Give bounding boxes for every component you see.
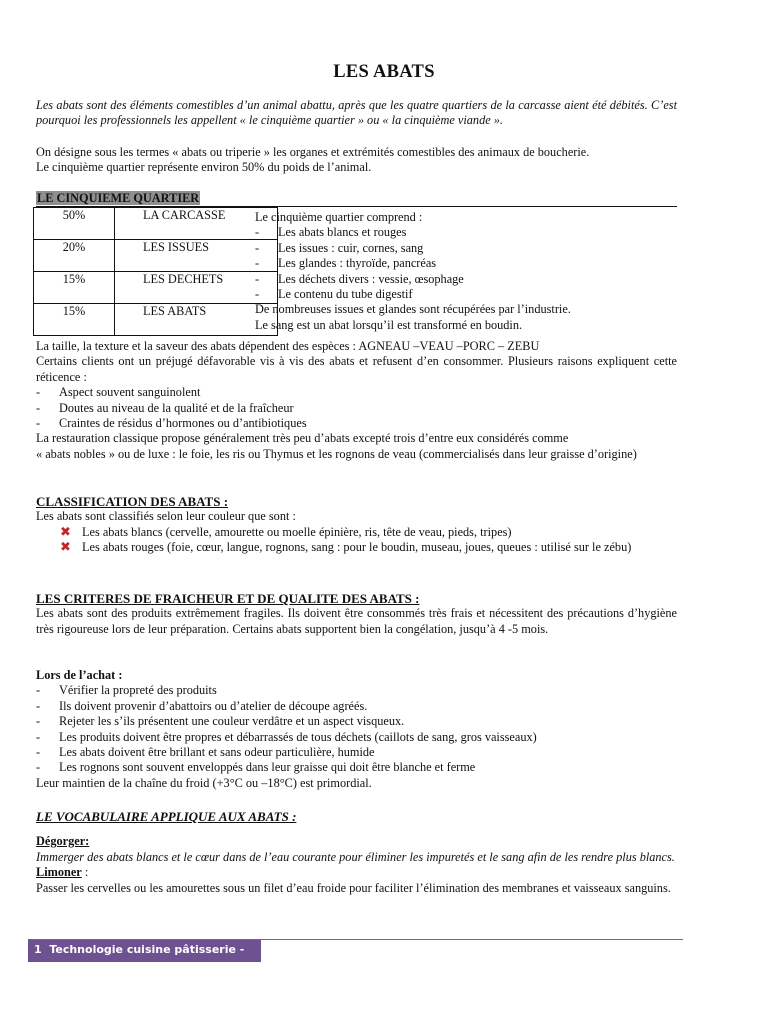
- table-cell-label: LA CARCASSE: [115, 208, 278, 240]
- list-item: - Craintes de résidus d’hormones ou d’antibiotiques: [36, 416, 307, 431]
- list-item: - Doutes au niveau de la qualité et de la fraîcheur: [36, 400, 294, 415]
- section-heading: CLASSIFICATION DES ABATS :: [36, 494, 229, 509]
- section-criteres: [36, 591, 677, 637]
- table-cell-pct: 15%: [34, 272, 115, 304]
- list-item-text: Rejeter les s’ils présentent une couleur verdâtre et un aspect visqueux.: [59, 714, 405, 729]
- composition-note: Le sang est un abat lorsqu’il est transformé en boudin.: [255, 317, 523, 332]
- footer-label: Technologie cuisine pâtisserie - EMTH: [34, 943, 245, 976]
- list-item-text: Doutes au niveau de la qualité et de la fraîcheur: [59, 400, 294, 415]
- list-item-text: Les glandes : thyroïde, pancréas: [278, 256, 437, 271]
- quartier-composition: [255, 210, 685, 333]
- section1-body: [36, 339, 677, 462]
- list-item-text: Les abats blancs (cervelle, amourette ou moelle épinière, ris, tête de veau, pieds, tripes): [82, 524, 512, 539]
- paragraph: Leur maintien de la chaîne du froid (+3°C ou –18°C) est primordial.: [36, 775, 372, 790]
- intro-text: [36, 145, 677, 176]
- table-cell-pct: 50%: [34, 208, 115, 240]
- list-item: - Ils doivent provenir d’abattoirs ou d’atelier de découpe agréés.: [36, 698, 368, 713]
- list-item: - Les glandes : thyroïde, pancréas: [255, 256, 437, 271]
- intro-italic: Les abats sont des éléments comestibles d’un animal abattu, après que les quatre quartiers de la carcasse aient été débités. C’est pourquoi les professionnels les appellent « le cinquième quartier » ou « la cinquième viande ».: [36, 98, 677, 128]
- term-definition: Immerger des abats blancs et le cœur dans de l’eau courante pour éliminer les impuretés et le sang afin de les rendre plus blancs.: [36, 849, 675, 864]
- list-item-text: Les issues : cuir, cornes, sang: [278, 240, 424, 255]
- table-row: [34, 272, 278, 304]
- composition-note: De nombreuses issues et glandes sont récupérées par l’industrie.: [255, 302, 571, 317]
- paragraph: Les abats sont classifiés selon leur couleur que sont :: [36, 509, 296, 524]
- section-vocabulaire: [36, 809, 677, 896]
- term-suffix: :: [81, 865, 89, 880]
- list-item-text: Les abats doivent être brillant et sans odeur particulière, humide: [59, 745, 375, 760]
- list-item: - Les abats blancs et rouges: [255, 225, 407, 240]
- quartier-table: [33, 207, 278, 336]
- section-classification: [36, 494, 677, 556]
- paragraph: La restauration classique propose généralement très peu d’abats excepté trois d’entre eux considérés comme: [36, 431, 569, 446]
- table-cell-pct: 20%: [34, 240, 115, 272]
- intro-line: On désigne sous les termes « abats ou triperie » les organes et extrémités comestibles des animaux de boucherie.: [36, 145, 590, 159]
- list-item: - Vérifier la propreté des produits: [36, 683, 217, 698]
- intro-line: Le cinquième quartier représente environ 50% du poids de l’animal.: [36, 160, 372, 175]
- list-item-text: Aspect souvent sanguinolent: [59, 385, 201, 400]
- table-cell-label: LES ISSUES: [115, 240, 278, 272]
- list-item-text: Craintes de résidus d’hormones ou d’antibiotiques: [59, 416, 307, 431]
- table-row: [34, 208, 278, 240]
- list-item: [36, 525, 677, 540]
- page-title: LES ABATS: [333, 62, 435, 82]
- paragraph: « abats nobles » ou de luxe : le foie, les ris ou Thymus et les rognons de veau (commercialisés dans leur graisse d’origine): [36, 446, 637, 461]
- cross-icon: ✖: [60, 540, 71, 556]
- list-item: - Les issues : cuir, cornes, sang: [255, 240, 424, 255]
- list-item-text: Les déchets divers : vessie, œsophage: [278, 271, 464, 286]
- subsection-heading: Lors de l’achat :: [36, 668, 123, 682]
- list-item-text: Vérifier la propreté des produits: [59, 683, 217, 698]
- table-cell-pct: 15%: [34, 304, 115, 336]
- list-item-text: Le contenu du tube digestif: [278, 287, 413, 302]
- list-item-text: Les abats rouges (foie, cœur, langue, rognons, sang : pour le boudin, museau, joues, queues : utilisé sur le zébu): [82, 540, 632, 555]
- term: Limoner: [36, 865, 82, 880]
- section-heading: LE VOCABULAIRE APPLIQUE AUX ABATS :: [36, 809, 297, 824]
- section-achat: [36, 668, 677, 791]
- paragraph: Les abats sont des produits extrêmement fragiles. Ils doivent être consommés très frais et nécessitent des précautions d’hygiène très rigoureuse lors de leur préparation. Certains abats supportent bien la congélation, jusqu’à 4 -5 mois.: [36, 606, 677, 636]
- list-item: - Les rognons sont souvent enveloppés dans leur graisse qui doit être blanche et ferme: [36, 760, 476, 775]
- list-item: [36, 540, 677, 555]
- list-item: - Les produits doivent être propres et débarrassés de tous déchets (caillots de sang, gros vaisseaux): [36, 729, 537, 744]
- section-heading: LES CRITERES DE FRAICHEUR ET DE QUALITE DES ABATS :: [36, 591, 420, 606]
- cross-icon: ✖: [60, 524, 71, 540]
- list-item: - Aspect souvent sanguinolent: [36, 385, 201, 400]
- list-item: - Rejeter les s’ils présentent une couleur verdâtre et un aspect visqueux.: [36, 714, 405, 729]
- table-cell-label: LES DECHETS: [115, 272, 278, 304]
- list-item-text: Les rognons sont souvent enveloppés dans leur graisse qui doit être blanche et ferme: [59, 760, 476, 775]
- table-row: [34, 240, 278, 272]
- paragraph: Certains clients ont un préjugé défavorable vis à vis des abats et refusent d’en consommer. Plusieurs raisons expliquent cette réticence :: [36, 354, 677, 384]
- section-heading-text: LE CINQUIEME QUARTIER: [37, 191, 200, 205]
- table-row: [34, 304, 278, 336]
- list-item-text: Les abats blancs et rouges: [278, 225, 407, 240]
- term-definition: Passer les cervelles ou les amourettes sous un filet d’eau froide pour faciliter l’élimination des membranes et vaisseaux sanguins.: [36, 880, 671, 895]
- list-item-text: Les produits doivent être propres et débarrassés de tous déchets (caillots de sang, gros vaisseaux): [59, 729, 537, 744]
- footer-badge: [28, 940, 261, 976]
- paragraph: La taille, la texture et la saveur des abats dépendent des espèces : AGNEAU –VEAU –PORC – ZEBU: [36, 339, 540, 353]
- section-heading-cinquieme-quartier: [36, 191, 677, 207]
- list-item: - Les abats doivent être brillant et sans odeur particulière, humide: [36, 745, 375, 760]
- table-cell-label: LES ABATS: [115, 304, 278, 336]
- list-item-text: Ils doivent provenir d’abattoirs ou d’atelier de découpe agréés.: [59, 698, 368, 713]
- page-number: 1: [34, 943, 42, 956]
- list-item: - Les déchets divers : vessie, œsophage: [255, 271, 464, 286]
- term: Dégorger:: [36, 834, 90, 849]
- composition-intro: Le cinquième quartier comprend :: [255, 210, 423, 224]
- list-item: - Le contenu du tube digestif: [255, 287, 413, 302]
